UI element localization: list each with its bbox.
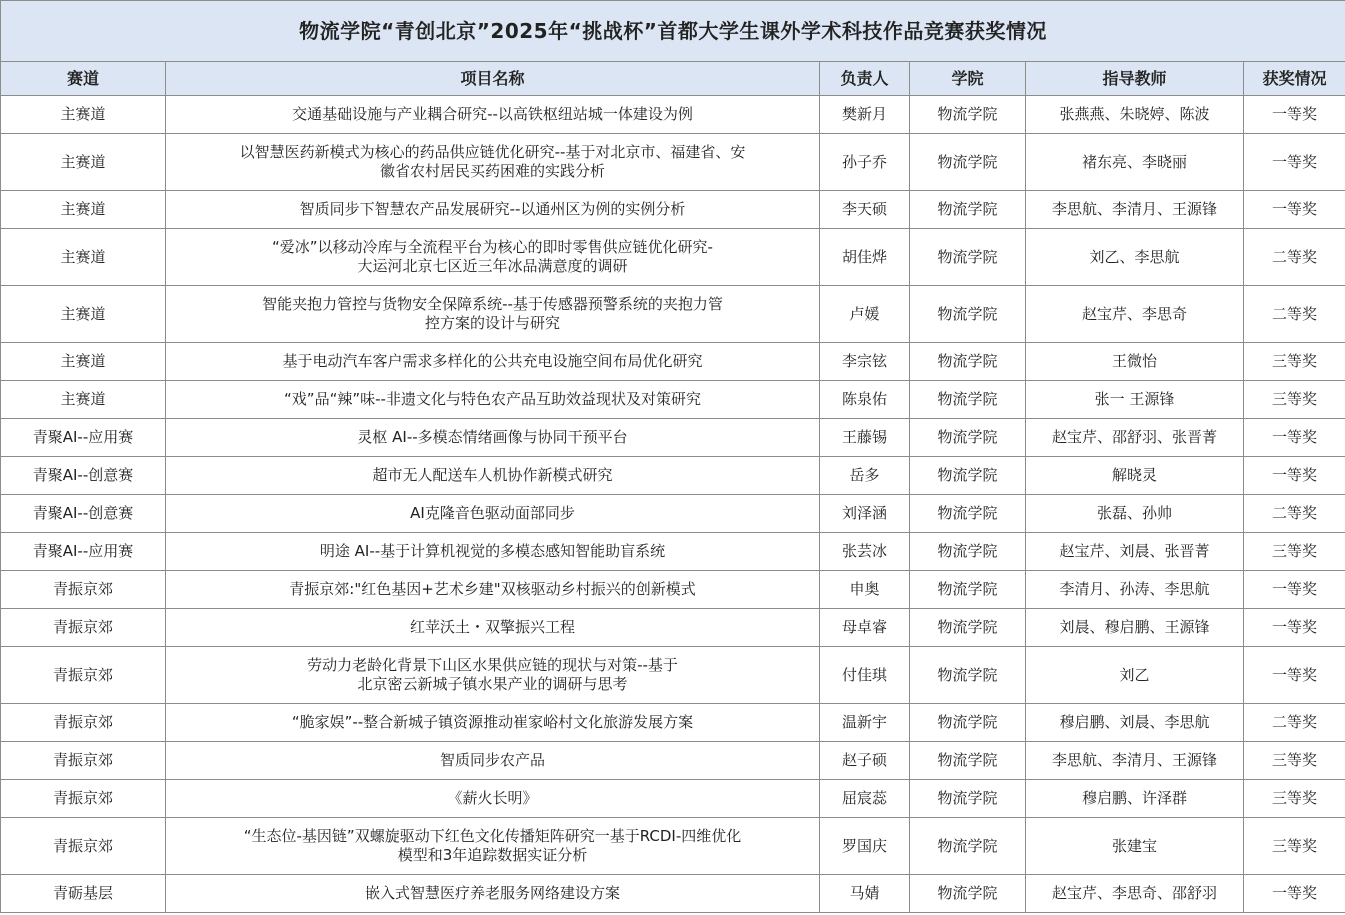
cell-leader: 王藤锡: [820, 419, 910, 457]
cell-award: 二等奖: [1244, 495, 1345, 533]
cell-award: 三等奖: [1244, 381, 1345, 419]
cell-college: 物流学院: [910, 134, 1026, 191]
header-college: 学院: [910, 62, 1026, 96]
cell-college: 物流学院: [910, 286, 1026, 343]
table-row: [1, 96, 1345, 134]
cell-award: 一等奖: [1244, 571, 1345, 609]
cell-leader: 樊新月: [820, 96, 910, 134]
table-row: [1, 533, 1345, 571]
table-row: [1, 457, 1345, 495]
cell-project: “生态位-基因链”双螺旋驱动下红色文化传播矩阵研究一基于RCDI-四维优化 模型和3年追踪数据实证分析: [166, 818, 820, 875]
cell-award: 三等奖: [1244, 780, 1345, 818]
cell-college: 物流学院: [910, 191, 1026, 229]
cell-project: 智质同步下智慧农产品发展研究--以通州区为例的实例分析: [166, 191, 820, 229]
cell-track: 青振京郊: [1, 780, 166, 818]
cell-college: 物流学院: [910, 419, 1026, 457]
cell-leader: 卢媛: [820, 286, 910, 343]
cell-project: 交通基础设施与产业耦合研究--以高铁枢纽站城一体建设为例: [166, 96, 820, 134]
cell-project: 明途 AI--基于计算机视觉的多模态感知智能助盲系统: [166, 533, 820, 571]
cell-track: 青砺基层: [1, 875, 166, 913]
table-row: [1, 343, 1345, 381]
table-row: [1, 818, 1345, 875]
cell-college: 物流学院: [910, 381, 1026, 419]
cell-advisor: 褚东亮、李晓丽: [1026, 134, 1244, 191]
cell-advisor: 张建宝: [1026, 818, 1244, 875]
cell-advisor: 王微怡: [1026, 343, 1244, 381]
cell-track: 主赛道: [1, 343, 166, 381]
cell-leader: 陈泉佑: [820, 381, 910, 419]
cell-leader: 赵子硕: [820, 742, 910, 780]
cell-track: 青聚AI--应用赛: [1, 533, 166, 571]
cell-college: 物流学院: [910, 609, 1026, 647]
cell-college: 物流学院: [910, 495, 1026, 533]
title-row: [1, 1, 1345, 62]
cell-college: 物流学院: [910, 343, 1026, 381]
cell-college: 物流学院: [910, 571, 1026, 609]
cell-project: 以智慧医药新模式为核心的药品供应链优化研究--基于对北京市、福建省、安 徽省农村居民买药困难的实践分析: [166, 134, 820, 191]
cell-project: 青振京郊:"红色基因+艺术乡建"双核驱动乡村振兴的创新模式: [166, 571, 820, 609]
table-title: 物流学院“青创北京”2025年“挑战杯”首都大学生课外学术科技作品竞赛获奖情况: [1, 1, 1345, 62]
cell-track: 青振京郊: [1, 818, 166, 875]
cell-project: “爱冰”以移动冷库与全流程平台为核心的即时零售供应链优化研究- 大运河北京七区近三年冰品满意度的调研: [166, 229, 820, 286]
cell-advisor: 赵宝芹、刘晨、张晋菁: [1026, 533, 1244, 571]
table-row: [1, 609, 1345, 647]
cell-project: AI克隆音色驱动面部同步: [166, 495, 820, 533]
cell-award: 二等奖: [1244, 704, 1345, 742]
cell-leader: 罗国庆: [820, 818, 910, 875]
cell-track: 青振京郊: [1, 571, 166, 609]
cell-award: 一等奖: [1244, 457, 1345, 495]
cell-leader: 张芸冰: [820, 533, 910, 571]
cell-college: 物流学院: [910, 742, 1026, 780]
cell-advisor: 赵宝芹、李思奇、邵舒羽: [1026, 875, 1244, 913]
cell-project: 基于电动汽车客户需求多样化的公共充电设施空间布局优化研究: [166, 343, 820, 381]
cell-track: 主赛道: [1, 134, 166, 191]
cell-college: 物流学院: [910, 647, 1026, 704]
table-row: [1, 704, 1345, 742]
cell-advisor: 穆启鹏、许泽群: [1026, 780, 1244, 818]
cell-college: 物流学院: [910, 533, 1026, 571]
cell-track: 青聚AI--应用赛: [1, 419, 166, 457]
cell-college: 物流学院: [910, 818, 1026, 875]
cell-leader: 屈宸蕊: [820, 780, 910, 818]
header-row: [1, 62, 1345, 96]
cell-college: 物流学院: [910, 704, 1026, 742]
cell-leader: 李天硕: [820, 191, 910, 229]
cell-advisor: 刘乙、李思航: [1026, 229, 1244, 286]
table-row: [1, 495, 1345, 533]
cell-project: 《薪火长明》: [166, 780, 820, 818]
cell-award: 一等奖: [1244, 419, 1345, 457]
header-award: 获奖情况: [1244, 62, 1345, 96]
cell-award: 三等奖: [1244, 533, 1345, 571]
cell-track: 主赛道: [1, 191, 166, 229]
cell-advisor: 赵宝芹、邵舒羽、张晋菁: [1026, 419, 1244, 457]
header-advisor: 指导教师: [1026, 62, 1244, 96]
cell-award: 三等奖: [1244, 742, 1345, 780]
cell-leader: 孙子乔: [820, 134, 910, 191]
cell-college: 物流学院: [910, 229, 1026, 286]
cell-award: 一等奖: [1244, 191, 1345, 229]
cell-award: 一等奖: [1244, 134, 1345, 191]
cell-project: 超市无人配送车人机协作新模式研究: [166, 457, 820, 495]
cell-project: 劳动力老龄化背景下山区水果供应链的现状与对策--基于 北京密云新城子镇水果产业的调研与思考: [166, 647, 820, 704]
cell-track: 青振京郊: [1, 704, 166, 742]
cell-award: 一等奖: [1244, 96, 1345, 134]
cell-advisor: 刘乙: [1026, 647, 1244, 704]
table-row: [1, 875, 1345, 913]
cell-leader: 李宗铉: [820, 343, 910, 381]
cell-advisor: 李思航、李清月、王源锋: [1026, 191, 1244, 229]
cell-project: 智质同步农产品: [166, 742, 820, 780]
cell-leader: 胡佳烨: [820, 229, 910, 286]
header-project: 项目名称: [166, 62, 820, 96]
table-row: [1, 191, 1345, 229]
table-row: [1, 647, 1345, 704]
cell-track: 青聚AI--创意赛: [1, 495, 166, 533]
cell-track: 主赛道: [1, 381, 166, 419]
cell-advisor: 解晓灵: [1026, 457, 1244, 495]
cell-award: 三等奖: [1244, 818, 1345, 875]
cell-award: 二等奖: [1244, 286, 1345, 343]
header-leader: 负责人: [820, 62, 910, 96]
cell-project: 灵枢 AI--多模态情绪画像与协同干预平台: [166, 419, 820, 457]
header-track: 赛道: [1, 62, 166, 96]
cell-leader: 母卓睿: [820, 609, 910, 647]
cell-advisor: 穆启鹏、刘晨、李思航: [1026, 704, 1244, 742]
cell-project: 智能夹抱力管控与货物安全保障系统--基于传感器预警系统的夹抱力管 控方案的设计与研究: [166, 286, 820, 343]
cell-college: 物流学院: [910, 780, 1026, 818]
cell-project: 红苹沃土・双擎振兴工程: [166, 609, 820, 647]
cell-track: 主赛道: [1, 286, 166, 343]
cell-leader: 申奥: [820, 571, 910, 609]
table-row: [1, 780, 1345, 818]
cell-advisor: 张一 王源锋: [1026, 381, 1244, 419]
table-row: [1, 742, 1345, 780]
cell-leader: 刘泽涵: [820, 495, 910, 533]
cell-project: “脆家娱”--整合新城子镇资源推动崔家峪村文化旅游发展方案: [166, 704, 820, 742]
table-row: [1, 134, 1345, 191]
cell-award: 三等奖: [1244, 343, 1345, 381]
cell-project: “戏”品“辣”味--非遗文化与特色农产品互助效益现状及对策研究: [166, 381, 820, 419]
cell-award: 一等奖: [1244, 647, 1345, 704]
cell-college: 物流学院: [910, 875, 1026, 913]
cell-track: 主赛道: [1, 96, 166, 134]
cell-leader: 岳多: [820, 457, 910, 495]
cell-leader: 马婧: [820, 875, 910, 913]
cell-advisor: 赵宝芹、李思奇: [1026, 286, 1244, 343]
cell-award: 二等奖: [1244, 229, 1345, 286]
table-row: [1, 381, 1345, 419]
cell-leader: 温新宇: [820, 704, 910, 742]
table-row: [1, 419, 1345, 457]
cell-track: 青振京郊: [1, 647, 166, 704]
cell-college: 物流学院: [910, 457, 1026, 495]
cell-college: 物流学院: [910, 96, 1026, 134]
cell-advisor: 李思航、李清月、王源锋: [1026, 742, 1244, 780]
table-row: [1, 229, 1345, 286]
cell-advisor: 张燕燕、朱晓婷、陈波: [1026, 96, 1244, 134]
cell-award: 一等奖: [1244, 609, 1345, 647]
cell-project: 嵌入式智慧医疗养老服务网络建设方案: [166, 875, 820, 913]
table-row: [1, 286, 1345, 343]
cell-track: 青振京郊: [1, 742, 166, 780]
cell-advisor: 张磊、孙帅: [1026, 495, 1244, 533]
table-body: [1, 96, 1345, 913]
cell-leader: 付佳琪: [820, 647, 910, 704]
cell-award: 一等奖: [1244, 875, 1345, 913]
cell-track: 青振京郊: [1, 609, 166, 647]
cell-advisor: 刘晨、穆启鹏、王源锋: [1026, 609, 1244, 647]
cell-track: 主赛道: [1, 229, 166, 286]
cell-track: 青聚AI--创意赛: [1, 457, 166, 495]
cell-advisor: 李清月、孙涛、李思航: [1026, 571, 1244, 609]
table-row: [1, 571, 1345, 609]
